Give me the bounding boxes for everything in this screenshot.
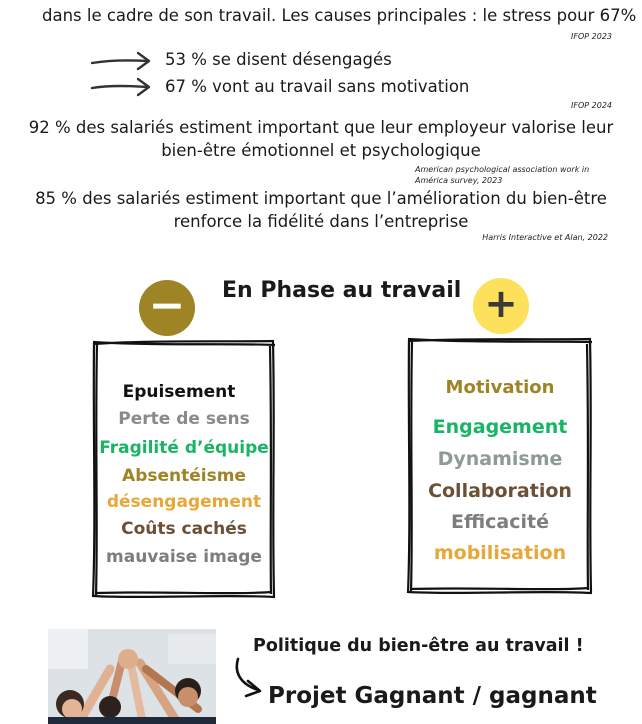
fact-85-line-2: renforce la fidélité dans l’entreprise <box>173 212 469 231</box>
team-high-five-photo <box>48 629 216 724</box>
source-ifop-2024: IFOP 2024 <box>571 101 612 110</box>
item-efficacite: Efficacité <box>451 511 549 533</box>
source-apa-line-1: American psychological association work in <box>415 165 590 174</box>
fact-92-line-2: bien-être émotionnel et psychologique <box>161 141 481 160</box>
item-couts-caches: Coûts cachés <box>121 519 247 539</box>
item-epuisement: Epuisement <box>122 382 236 402</box>
source-harris: Harris Interactive et Alan, 2022 <box>482 233 608 242</box>
policy-heading: Politique du bien-être au travail ! <box>253 636 584 656</box>
stat-disengaged: 53 % se disent désengagés <box>165 50 392 69</box>
item-desengagement: désengagement <box>106 492 262 512</box>
item-dynamisme: Dynamisme <box>437 448 563 470</box>
fact-92-line-1: 92 % des salariés estiment important que leur employeur valorise leur <box>28 118 614 137</box>
minus-icon: − <box>148 280 186 331</box>
minus-badge <box>139 280 195 336</box>
item-mauvaise-image: mauvaise image <box>106 547 262 567</box>
arrow-right-icon <box>90 50 154 72</box>
stat-no-motivation: 67 % vont au travail sans motivation <box>165 77 470 96</box>
project-heading: Projet Gagnant / gagnant <box>268 683 597 709</box>
item-collaboration: Collaboration <box>428 480 572 502</box>
arrow-right-icon <box>90 76 154 98</box>
item-perte-de-sens: Perte de sens <box>118 409 250 429</box>
plus-icon: + <box>484 281 518 327</box>
source-apa-line-2: América survey, 2023 <box>415 176 503 185</box>
intro-line: dans le cadre de son travail. Les causes principales : le stress pour 67% <box>42 6 637 25</box>
item-mobilisation: mobilisation <box>433 542 567 564</box>
fact-85-line-1: 85 % des salariés estiment important que l’amélioration du bien-être <box>35 189 607 208</box>
plus-badge <box>473 278 529 334</box>
item-engagement: Engagement <box>432 416 568 438</box>
item-absenteisme: Absentéisme <box>122 466 246 486</box>
positives-box <box>405 336 595 598</box>
negatives-box <box>90 338 278 602</box>
source-ifop-2023: IFOP 2023 <box>571 32 612 41</box>
phase-title: En Phase au travail <box>222 278 462 303</box>
item-fragilite: Fragilité d’équipe <box>99 438 269 458</box>
curved-arrow-icon <box>232 656 266 700</box>
item-motivation: Motivation <box>445 377 555 398</box>
